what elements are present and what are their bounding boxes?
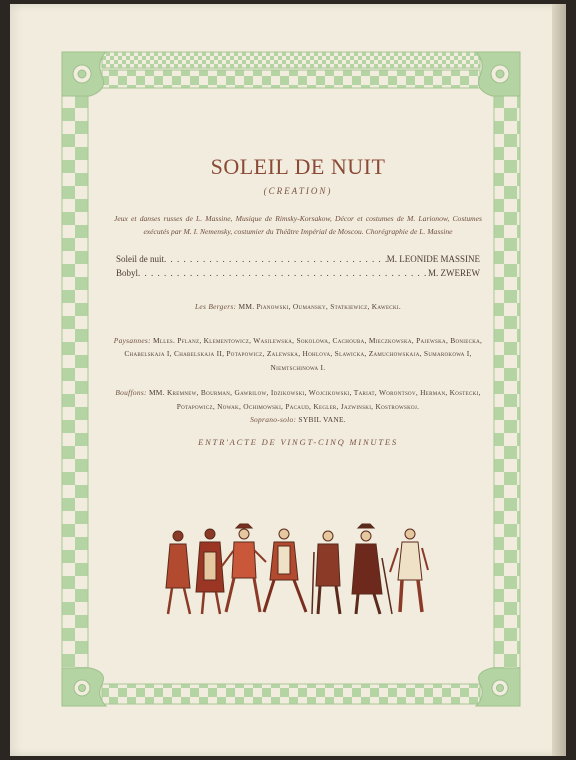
paysannes-label: Paysannes: xyxy=(113,335,151,345)
ballet-subtitle: (CREATION) xyxy=(263,186,333,196)
paysannes-names: Mlles. Pflanz, Klementowicz, Wasilewska, Sokolowa, Cachouba, Mieczkowska, Pajewska, Boniecka, Chabelskaja I, Chabelskaja II, Potapowicz, Zalewska, Hohlova, Slawicka, Zamuchowskaja, Sumarokowa I, Niemtschinowa I. xyxy=(124,335,483,372)
dancer-figure-7 xyxy=(390,529,428,612)
dancer-figure-5 xyxy=(312,531,340,614)
role-row xyxy=(116,266,480,280)
bergers-cast xyxy=(112,300,484,314)
role-name: Bobyl xyxy=(116,268,139,278)
dancer-figure-3 xyxy=(222,524,266,612)
program-page xyxy=(10,4,566,756)
soprano-label: Soprano-solo: xyxy=(250,415,297,424)
bergers-label: Les Bergers: xyxy=(195,302,237,311)
dancer-figure-6 xyxy=(352,524,392,614)
leader-dots xyxy=(164,252,387,266)
role-name: Soleil de nuit xyxy=(116,254,164,264)
dancer-figure-1 xyxy=(166,531,190,614)
leader-dots xyxy=(138,266,428,280)
role-performer: M. LEONIDE MASSINE xyxy=(386,254,480,264)
intermission-note: ENTR'ACTE DE VINGT-CINQ MINUTES xyxy=(198,436,398,447)
bouffons-cast xyxy=(112,386,484,427)
dancer-figure-4 xyxy=(264,529,306,612)
dancers-figures-illustration xyxy=(160,522,430,622)
paysannes-cast xyxy=(112,334,484,375)
role-row xyxy=(116,252,480,266)
bouffons-label: Bouffons: xyxy=(115,388,147,397)
role-performer: M. ZWEREW xyxy=(428,268,480,278)
dancer-figure-2 xyxy=(196,529,224,614)
bergers-names: MM. Pianowski, Oumansky, Statkiewicz, Kawecki. xyxy=(238,302,401,311)
soprano-name: SYBIL VANE. xyxy=(298,415,346,424)
ballet-credits: Jeux et danses russes de L. Massine, Musique de Rimsky-Korsakow, Décor et costumes de M. Larionow, Costumes exécutés par M. I. Nemensky, costumier du Théâtre Impérial de Moscou. Chorégraphie de L. Massine xyxy=(114,214,482,236)
principal-roles xyxy=(116,252,480,280)
bouffons-names: MM. Kremnew, Bourman, Gawrilow, Idzikowski, Wojcikowski, Tariat, Worontsov, Herman, Kostecki, Potapowicz, Nowak, Ochimowski, Pacaud, Kegler, Jazwinski, Kostrowskoj. xyxy=(148,388,481,411)
program-content xyxy=(106,154,490,447)
ballet-title: SOLEIL DE NUIT xyxy=(210,154,386,179)
